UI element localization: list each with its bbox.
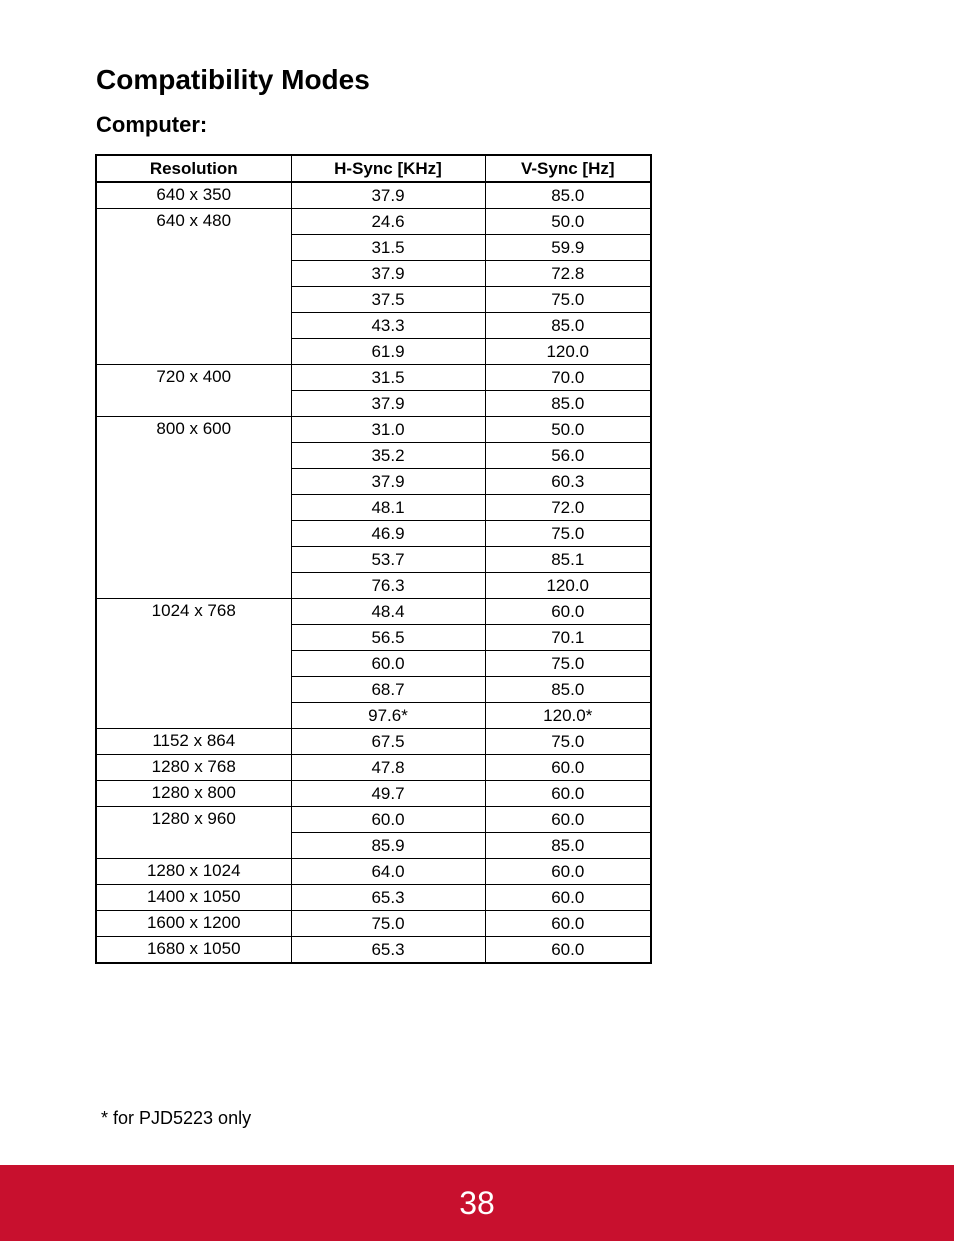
footnote: * for PJD5223 only [101, 1108, 252, 1128]
hsync-cell: 31.5 [291, 365, 485, 391]
vsync-cell: 60.0 [485, 599, 651, 625]
resolution-cell: 1024 x 768 [96, 599, 291, 729]
table-row [96, 417, 651, 443]
vsync-cell: 60.0 [485, 859, 651, 885]
resolution-cell: 1152 x 864 [96, 729, 291, 755]
hsync-cell: 85.9 [291, 833, 485, 859]
table-row [96, 729, 651, 755]
vsync-cell: 75.0 [485, 521, 651, 547]
hsync-cell: 97.6* [291, 703, 485, 729]
header-resolution: Resolution [96, 155, 291, 182]
vsync-cell: 85.1 [485, 547, 651, 573]
resolution-cell: 1280 x 960 [96, 807, 291, 859]
table-row [96, 755, 651, 781]
vsync-cell: 56.0 [485, 443, 651, 469]
table-row [96, 209, 651, 235]
table-row [96, 937, 651, 964]
table-row [96, 781, 651, 807]
vsync-cell: 85.0 [485, 182, 651, 209]
resolution-cell: 1680 x 1050 [96, 937, 291, 964]
header-hsync: H-Sync [KHz] [291, 155, 485, 182]
vsync-cell: 60.0 [485, 937, 651, 964]
hsync-cell: 48.1 [291, 495, 485, 521]
vsync-cell: 60.3 [485, 469, 651, 495]
hsync-cell: 37.9 [291, 469, 485, 495]
vsync-cell: 75.0 [485, 729, 651, 755]
resolution-cell: 800 x 600 [96, 417, 291, 599]
page-number: 38 [459, 1185, 495, 1221]
vsync-cell: 50.0 [485, 417, 651, 443]
table-row [96, 182, 651, 209]
vsync-cell: 60.0 [485, 911, 651, 937]
hsync-cell: 53.7 [291, 547, 485, 573]
vsync-cell: 120.0 [485, 339, 651, 365]
compatibility-table [95, 154, 652, 964]
vsync-cell: 75.0 [485, 651, 651, 677]
section-title: Computer: [96, 112, 208, 137]
table-row [96, 911, 651, 937]
resolution-cell: 1400 x 1050 [96, 885, 291, 911]
page-title: Compatibility Modes [96, 64, 370, 95]
vsync-cell: 70.1 [485, 625, 651, 651]
vsync-cell: 85.0 [485, 313, 651, 339]
hsync-cell: 76.3 [291, 573, 485, 599]
table-row [96, 365, 651, 391]
hsync-cell: 65.3 [291, 937, 485, 964]
hsync-cell: 56.5 [291, 625, 485, 651]
vsync-cell: 85.0 [485, 391, 651, 417]
vsync-cell: 70.0 [485, 365, 651, 391]
hsync-cell: 60.0 [291, 651, 485, 677]
hsync-cell: 48.4 [291, 599, 485, 625]
vsync-cell: 59.9 [485, 235, 651, 261]
table-body [96, 182, 651, 963]
resolution-cell: 1600 x 1200 [96, 911, 291, 937]
vsync-cell: 60.0 [485, 755, 651, 781]
hsync-cell: 46.9 [291, 521, 485, 547]
hsync-cell: 61.9 [291, 339, 485, 365]
hsync-cell: 31.5 [291, 235, 485, 261]
vsync-cell: 75.0 [485, 287, 651, 313]
vsync-cell: 120.0 [485, 573, 651, 599]
hsync-cell: 37.5 [291, 287, 485, 313]
vsync-cell: 50.0 [485, 209, 651, 235]
hsync-cell: 31.0 [291, 417, 485, 443]
hsync-cell: 64.0 [291, 859, 485, 885]
resolution-cell: 720 x 400 [96, 365, 291, 417]
hsync-cell: 67.5 [291, 729, 485, 755]
table-row [96, 885, 651, 911]
resolution-cell: 1280 x 768 [96, 755, 291, 781]
hsync-cell: 37.9 [291, 261, 485, 287]
header-vsync: V-Sync [Hz] [485, 155, 651, 182]
vsync-cell: 60.0 [485, 781, 651, 807]
vsync-cell: 72.8 [485, 261, 651, 287]
vsync-cell: 60.0 [485, 807, 651, 833]
table-row [96, 859, 651, 885]
table-row [96, 807, 651, 833]
hsync-cell: 37.9 [291, 391, 485, 417]
vsync-cell: 72.0 [485, 495, 651, 521]
hsync-cell: 35.2 [291, 443, 485, 469]
resolution-cell: 640 x 480 [96, 209, 291, 365]
vsync-cell: 85.0 [485, 833, 651, 859]
vsync-cell: 60.0 [485, 885, 651, 911]
hsync-cell: 75.0 [291, 911, 485, 937]
hsync-cell: 60.0 [291, 807, 485, 833]
hsync-cell: 43.3 [291, 313, 485, 339]
vsync-cell: 85.0 [485, 677, 651, 703]
resolution-cell: 1280 x 1024 [96, 859, 291, 885]
hsync-cell: 37.9 [291, 182, 485, 209]
hsync-cell: 47.8 [291, 755, 485, 781]
resolution-cell: 640 x 350 [96, 182, 291, 209]
vsync-cell: 120.0* [485, 703, 651, 729]
resolution-cell: 1280 x 800 [96, 781, 291, 807]
hsync-cell: 68.7 [291, 677, 485, 703]
hsync-cell: 65.3 [291, 885, 485, 911]
table-header-row [96, 155, 651, 182]
hsync-cell: 24.6 [291, 209, 485, 235]
footer-bar [0, 1165, 954, 1241]
table-row [96, 599, 651, 625]
hsync-cell: 49.7 [291, 781, 485, 807]
